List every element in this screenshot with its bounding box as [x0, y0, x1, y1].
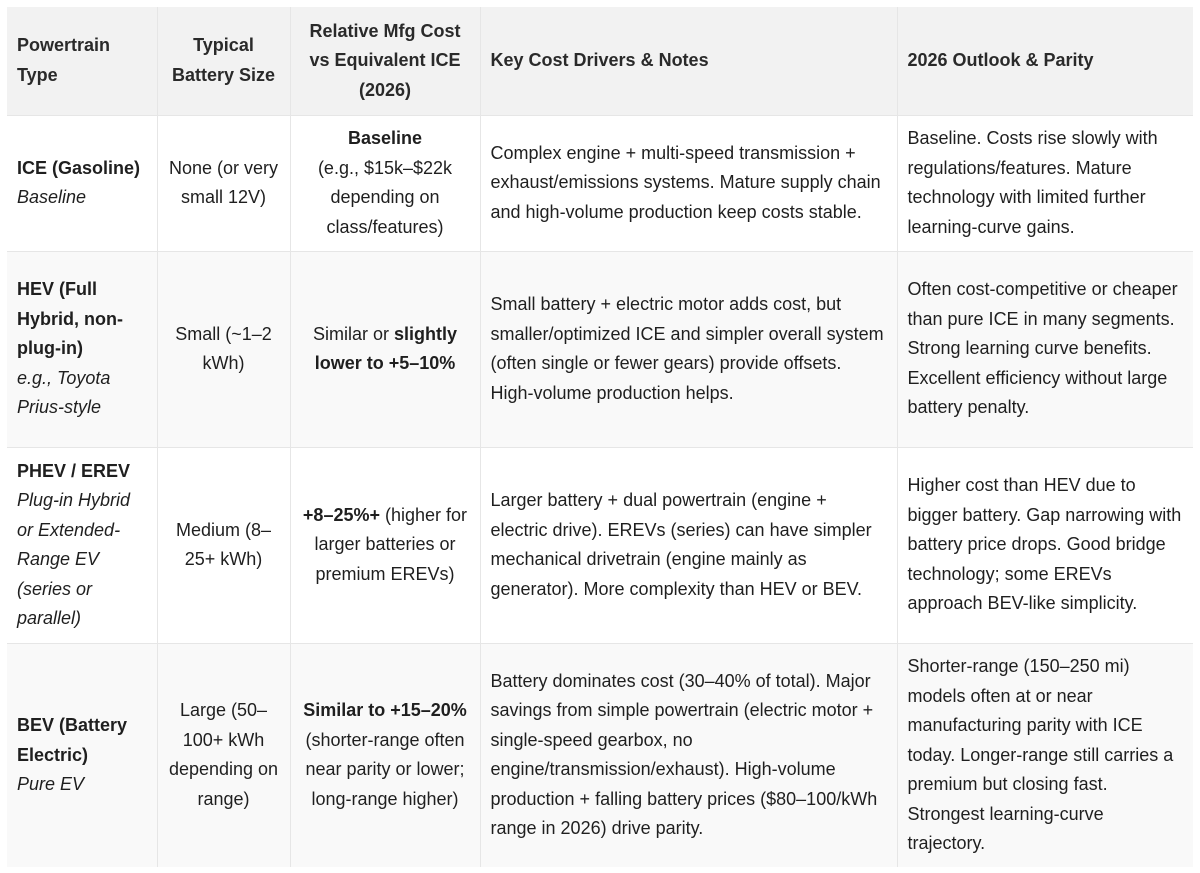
cell-powertrain-type [7, 115, 157, 251]
table-row [7, 643, 1193, 867]
cost-lead: Similar or [312, 323, 389, 344]
cost-detail: (e.g., $15k–$22k depending on class/features) [317, 157, 453, 237]
powertrain-cost-table [7, 7, 1193, 867]
cost-highlight: slightly lower to +5–10% [314, 323, 458, 373]
cell-outlook: Baseline. Costs rise slowly with regulations/features. Mature technology with limited further learning-curve gains. [907, 128, 1158, 237]
powertrain-name: HEV (Full Hybrid, non-plug-in) [17, 279, 123, 359]
header-cost-drivers: Key Cost Drivers & Notes [480, 7, 897, 115]
powertrain-name: ICE (Gasoline) [17, 157, 141, 178]
header-relative-cost: Relative Mfg Cost vs Equivalent ICE (2026) [290, 7, 480, 115]
cost-detail: (shorter-range often near parity or lower; long-range higher) [305, 729, 465, 809]
powertrain-note: e.g., Toyota Prius-style [17, 367, 111, 418]
cost-highlight: +8–25%+ [302, 504, 380, 525]
powertrain-name: PHEV / EREV [17, 460, 131, 481]
powertrain-name: BEV (Battery Electric) [17, 715, 128, 765]
table-row [7, 251, 1193, 447]
cell-cost-drivers: Larger battery + dual powertrain (engine + electric drive). EREVs (series) can have simpler mechanical drivetrain (engine mainly as generator). More complexity than HEV or BEV. [480, 447, 897, 643]
table-header-row [7, 7, 1193, 115]
cell-powertrain-type [7, 643, 157, 867]
cell-relative-cost [290, 251, 480, 447]
header-powertrain-type: Powertrain Type [7, 7, 157, 115]
table-row [7, 447, 1193, 643]
cell-outlook: Higher cost than HEV due to bigger battery. Gap narrowing with battery price drops. Good bridge technology; some EREVs approach BEV-like simplicity. [907, 475, 1182, 614]
cell-powertrain-type [7, 251, 157, 447]
powertrain-note: Baseline [17, 187, 87, 207]
cell-relative-cost [290, 643, 480, 867]
cell-battery-size: Small (~1–2 kWh) [157, 251, 290, 447]
cost-highlight: Similar to +15–20% [303, 700, 467, 721]
header-outlook: 2026 Outlook & Parity [907, 50, 1094, 70]
header-battery-size: Typical Battery Size [157, 7, 290, 115]
powertrain-note: Plug-in Hybrid or Extended-Range EV (series or parallel) [17, 490, 131, 628]
cost-highlight: Baseline [347, 128, 423, 148]
cost-detail: (higher for larger batteries or premium EREVs) [314, 504, 468, 584]
cell-battery-size: None (or very small 12V) [157, 115, 290, 251]
cell-cost-drivers: Small battery + electric motor adds cost, but smaller/optimized ICE and simpler overall system (often single or fewer gears) provide offsets. High-volume production helps. [480, 251, 897, 447]
table-row [7, 115, 1193, 251]
cell-relative-cost [290, 447, 480, 643]
cell-battery-size: Medium (8–25+ kWh) [157, 447, 290, 643]
cell-cost-drivers: Complex engine + multi-speed transmission + exhaust/emissions systems. Mature supply chain and high-volume production keep costs stable. [480, 115, 897, 251]
cell-battery-size: Large (50–100+ kWh depending on range) [157, 643, 290, 867]
cell-cost-drivers: Battery dominates cost (30–40% of total). Major savings from simple powertrain (electric motor + single-speed gearbox, no engine/transmission/exhaust). High-volume production + falling battery prices ($80–100/kWh range in 2026) drive parity. [480, 643, 897, 867]
powertrain-note: Pure EV [17, 774, 85, 794]
cell-powertrain-type [7, 447, 157, 643]
cell-outlook: Often cost-competitive or cheaper than pure ICE in many segments. Strong learning curve benefits. Excellent efficiency without large battery penalty. [907, 279, 1178, 418]
cell-relative-cost [290, 115, 480, 251]
cell-outlook: Shorter-range (150–250 mi) models often at or near manufacturing parity with ICE today. Longer-range still carries a premium but closing fast. Strongest learning-curve trajectory. [907, 656, 1174, 853]
